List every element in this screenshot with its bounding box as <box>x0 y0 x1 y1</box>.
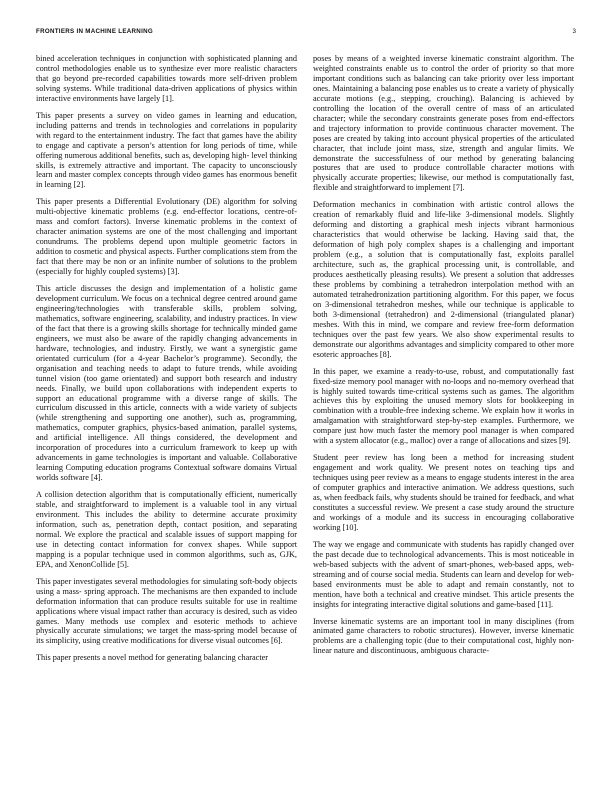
page-number: 3 <box>572 28 576 35</box>
running-header <box>36 28 576 40</box>
right-column <box>313 54 574 663</box>
paragraph-acceleration: bined acceleration techniques in conjunction with sophisticated planning and control methodologies enable us to synthesize ever more realistic characters that go beyond pre-recorded capabilities towards more self-driven problem solving systems. While traditional data-driven applications of physics within interactive environments have largely [1]. <box>36 54 297 103</box>
paragraph-video-games-survey: This paper presents a survey on video games in learning and education, including patterns and trends in technologies and correlations in popularity with regard to the entertainment industry. The fact that games have the ability to engage and captivate a person’s attention for long periods of time, while offering numerous additional benefits, such as, developing high- level thinking skills, is extremely attractive and important. The capacity to unconsciously learn and master complex concepts through video games has enormous benefit in learning [2]. <box>36 110 297 190</box>
paragraph-peer-review: Student peer review has long been a method for increasing student engagement and work quality. We present notes on teaching tips and techniques using peer review as a means to engage students interest in the area of computer graphics and interactive animation. We address questions, such as, when feedback fails, why students should be trained for feedback, and what constitutes a successful review. We present a case study around the structure and workings of a module and its success in encouraging collaborative working [10]. <box>313 453 574 532</box>
paragraph-soft-body: This paper investigates several methodologies for simulating soft-body objects using a mass- spring approach. The mechanisms are then expanded to include deformation information that can produce results suitable for use in realtime applications where visual impact rather than accuracy is desired, such as video games. Many methods use complex and esoteric methods to achieve physically accurate simulations; we target the mass-spring model because of its simplicity, using creative modifications for diverse visual outcomes [6]. <box>36 576 297 646</box>
journal-title: FRONTIERS IN MACHINE LEARNING <box>36 28 153 35</box>
paragraph-deformation: Deformation mechanics in combination with artistic control allows the creation of remarkably fluid and life-like 3-dimensional models. Slightly deforming and distorting a graphical mesh injects vibrant harmonious characteristics that would otherwise be lacking. Having said that, the deformation of high poly complex shapes is a challenging and important problem (e.g., a solution that is computationally fast, exploits parallel architecture, such as, the graphical processing unit, is controllable, and produces aesthetically pleasing results). We present a solution that addresses these problems by combining a tetrahedron interpolation method with an automated tetrahedronization partitioning algorithm. For this paper, we focus on 3-dimensional tetrahedron meshes, while our technique is applicable to both 3-dimensional (tetrahedron) and 2-dimensional (triangulated planar) meshes. With this in mind, we compare and review free-form deformation techniques over the past few years. We also show experimental results to demonstrate our algorithms advantages and simplicity compared to other more esoteric approaches [8]. <box>313 200 574 359</box>
left-column <box>36 54 297 670</box>
paragraph-game-curriculum: This article discusses the design and implementation of a holistic game development curriculum. We focus on a technical degree centred around game engineering/technologies with transferable skills, problem solving, mathematics, software engineering, scalability, and industry practices. In view of the fact that there is a growing skills shortage for technically minded game engineers, we must also be aware of the rapidly changing advancements in hardware, technologies, and industry. Firstly, we want a synergistic game orientated curriculum (for a 4-year Bachelor’s programme). Secondly, the organisation and teaching needs to adapt to future trends, while avoiding tunnel vision (too game orientated) and support both research and industry needs. Finally, we build upon collaborations with independent experts to support an educational programme with a diverse range of skills. The curriculum discussed in this article, connects with a wide variety of subjects (while strengthening and supporting one another), such as, programming, mathematics, computer graphics, physics-based animation, parallel systems, and artificial intelligence. All things considered, the development and incorporation of procedures into a curriculum framework to keep up with advancements in game technologies is important and valuable. Collaborative learning Computing education programs Contextual software domains Virtual worlds software [4]. <box>36 284 297 483</box>
paragraph-balancing-start: This paper presents a novel method for generating balancing character <box>36 653 269 663</box>
paragraph-web-engagement: The way we engage and communicate with students has rapidly changed over the past decade due to technological advancements. This is most noticeable in web-based subjects with the advent of smart-phones, web-based apps, web-streaming and of course social media. Students can learn and develop for web-based environments must be able to adapt and remain constantly, not to mention, have both a technical and creative mindset. This article presents the insights for integrating interactive digital solutions and game-based [11]. <box>313 539 574 609</box>
paragraph-differential-evolution: This paper presents a Differential Evolutionary (DE) algorithm for solving multi-objective kinematic problems (e.g. end-effector locations, centre-of-mass and comfort factors). Inverse kinematic problems in the context of character animation systems are one of the most challenging and important conundrums. The problems depend upon multiple geometric factors in addition to cosmetic and physical aspects. Further complications stem from the fact that there may be non or an infinite number of solutions to the problem (especially for highly coupled systems) [3]. <box>36 197 297 277</box>
paragraph-collision-detection: A collision detection algorithm that is computationally efficient, numerically stable, and straightforward to implement is a valuable tool in any virtual environment. This includes the ability to determine accurate proximity information, such as, penetration depth, contact position, and separating normal. We explore the practical and scalable issues of support mapping for use in detecting contact information for convex shapes. While support mapping is a popular technique used in common algorithms, such as, GJK, EPA, and XenonCollide [5]. <box>36 490 297 569</box>
paragraph-balancing-cont: poses by means of a weighted inverse kinematic constraint algorithm. The weighted constraints enable us to control the order of priority so that more important conditions such as balancing can take priority over less important ones. Maintaining a balancing pose enables us to create a variety of physically accurate motions (e.g., stepping, crouching). Balancing is achieved by controlling the location of the overall centre of mass of an articulated character; while the secondary constraints generate poses from end-effectors and trajectory information to provide continuous character movement. The poses are created by taking into account physical properties of the articulated character, that include joint mass, size, strength and angular limits. We demonstrate the successfulness of our method by generating balancing postures that are used to produce controllable character motions with physically accurate properties; likewise, our method is computationally fast, flexible and straightforward to implement [7]. <box>313 54 574 193</box>
paragraph-inverse-kinematics: Inverse kinematic systems are an important tool in many disciplines (from animated game characters to robotic structures). However, inverse kinematic problems are a challenging topic (due to their computational cost, highly non-linear nature and discontinuous, ambiguous characte- <box>313 616 574 656</box>
paragraph-memory-pool: In this paper, we examine a ready-to-use, robust, and computationally fast fixed-size memory pool manager with no-loops and no-memory overhead that is highly suited towards time-critical systems such as games. The algorithm achieves this by exploiting the unused memory slots for bookkeeping in combination with a trouble-free indexing scheme. We explain how it works in amalgamation with straightforward step-by-step examples. Furthermore, we compare just how much faster the memory pool manager is when compared with a system allocator (e.g., malloc) over a range of allocations and sizes [9]. <box>313 366 574 446</box>
